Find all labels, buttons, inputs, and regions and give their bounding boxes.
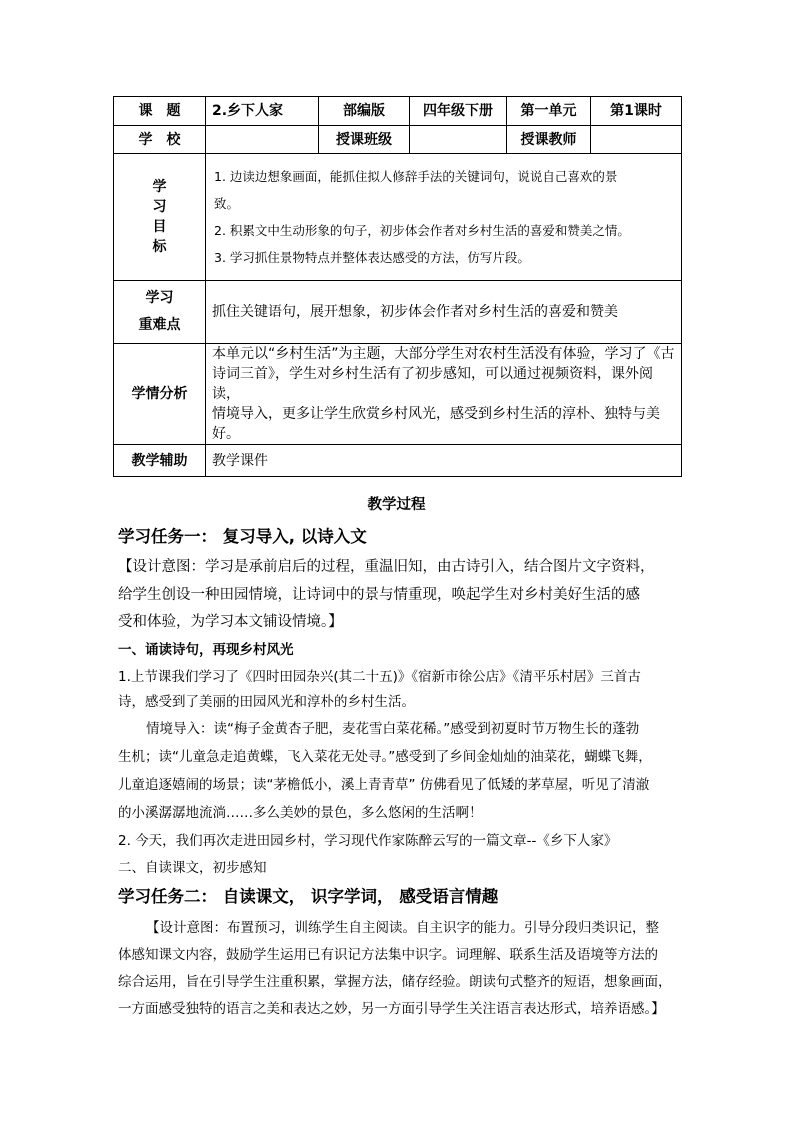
- paragraph-line: 1.上节课我们学习了《四时田园杂兴(其二十五)》《宿新市徐公店》《清平乐村居》三首古: [118, 669, 641, 685]
- goals-label: 学 习 目 标: [114, 154, 206, 281]
- key-points-label: 学习 重难点: [114, 281, 206, 344]
- task1-design-line: 受和体验，为学习本文铺设情境。】: [118, 614, 343, 630]
- paragraph-line: 2. 今天，我们再次走进田园乡村，学习现代作家陈醉云写的一篇文章--《乡下人家》: [118, 833, 618, 849]
- goal-line: 3. 学习抓住景物特点并整体表达感受的方法，仿写片段。: [214, 250, 530, 265]
- task2-design-line: 综合运用，旨在引导学生注重积累，掌握方法，储存经验。朗读句式整齐的短语，想象画面，: [118, 974, 672, 990]
- subsection-2-title: 二、自读课文，初步感知: [118, 860, 267, 876]
- aid-content: 教学课件: [206, 445, 682, 477]
- key-points-content: 抓住关键语句，展开想象，初步体会作者对乡村生活的喜爱和赞美: [206, 281, 682, 344]
- class-value: [410, 126, 507, 154]
- task1-design-line: 【设计意图：学习是承前启后的过程，重温旧知，由古诗引入，结合图片文字资料，: [118, 559, 655, 575]
- task2-title: 学习任务二： 自读课文， 识字学词， 感受语言情趣: [118, 887, 499, 906]
- class-label: 授课班级: [319, 126, 410, 154]
- paragraph-line: 情境导入：读“梅子金黄杏子肥，麦花雪白菜花稀。”感受到初夏时节万物生长的蓬勃: [146, 721, 640, 737]
- task1-design-line: 给学生创设一种田园情境，让诗词中的景与情重现，唤起学生对乡村美好生活的感: [118, 587, 640, 603]
- school-label: 学 校: [114, 126, 206, 154]
- lesson-info-table: [113, 96, 682, 477]
- teacher-value: [591, 126, 682, 154]
- task1-title: 学习任务一： 复习导入, 以诗入文: [118, 527, 367, 546]
- edition: 部编版: [319, 97, 410, 126]
- analysis-label: 学情分析: [114, 344, 206, 445]
- paragraph-line: 的小溪潺潺地流淌……多么美妙的景色，多么悠闲的生活啊！: [118, 805, 483, 821]
- goals-content: [206, 154, 682, 281]
- task2-design-line: 一方面感受独特的语言之美和表达之妙，另一方面引导学生关注语言表达形式，培养语感。】: [118, 1001, 665, 1017]
- course-value: 2.乡下人家: [206, 97, 319, 126]
- teacher-label: 授课教师: [507, 126, 591, 154]
- unit: 第一单元: [507, 97, 591, 126]
- period: 第1课时: [591, 97, 682, 126]
- goal-line: 1. 边读边想象画面，能抓住拟人修辞手法的关键词句，说说自己喜欢的景: [214, 169, 618, 184]
- process-title: 教学过程: [367, 497, 426, 513]
- paragraph-line: 生机；读“儿童急走追黄蝶，飞入菜花无处寻。”感受到了乡间金灿灿的油菜花，蝴蝶飞舞，: [118, 749, 652, 765]
- task2-design-line: 体感知课文内容，鼓励学生运用已有识记方法集中识字。词理解、联系生活及语境等方法的: [118, 947, 658, 963]
- aid-label: 教学辅助: [114, 445, 206, 477]
- course-label: 课 题: [114, 97, 206, 126]
- goal-line: 2. 积累文中生动形象的句子，初步体会作者对乡村生活的喜爱和赞美之情。: [214, 223, 630, 238]
- paragraph-line: 儿童追逐嬉闹的场景；读“茅檐低小，溪上青青草” 仿佛看见了低矮的茅草屋，听见了清澈: [118, 777, 650, 793]
- paragraph-line: 诗，感受到了美丽的田园风光和淳朴的乡村生活。: [118, 694, 415, 710]
- grade: 四年级下册: [410, 97, 507, 126]
- goal-line: 致。: [214, 196, 240, 211]
- school-value: [206, 126, 319, 154]
- task2-design-line: 【设计意图：布置预习，训练学生自主阅读。自主识字的能力。引导分段归类识记，整: [146, 920, 659, 936]
- subsection-1-title: 一、诵读诗句，再现乡村风光: [118, 642, 294, 658]
- analysis-content: 本单元以“乡村生活”为主题，大部分学生对农村生活没有体验，学习了《古 诗词三首》，学生对乡村生活有了初步感知，可以通过视频资料，课外阅读， 情境导入，更多让学生欣赏乡村风光，感受到乡村生活的淳朴、独特与美好。: [206, 344, 682, 445]
